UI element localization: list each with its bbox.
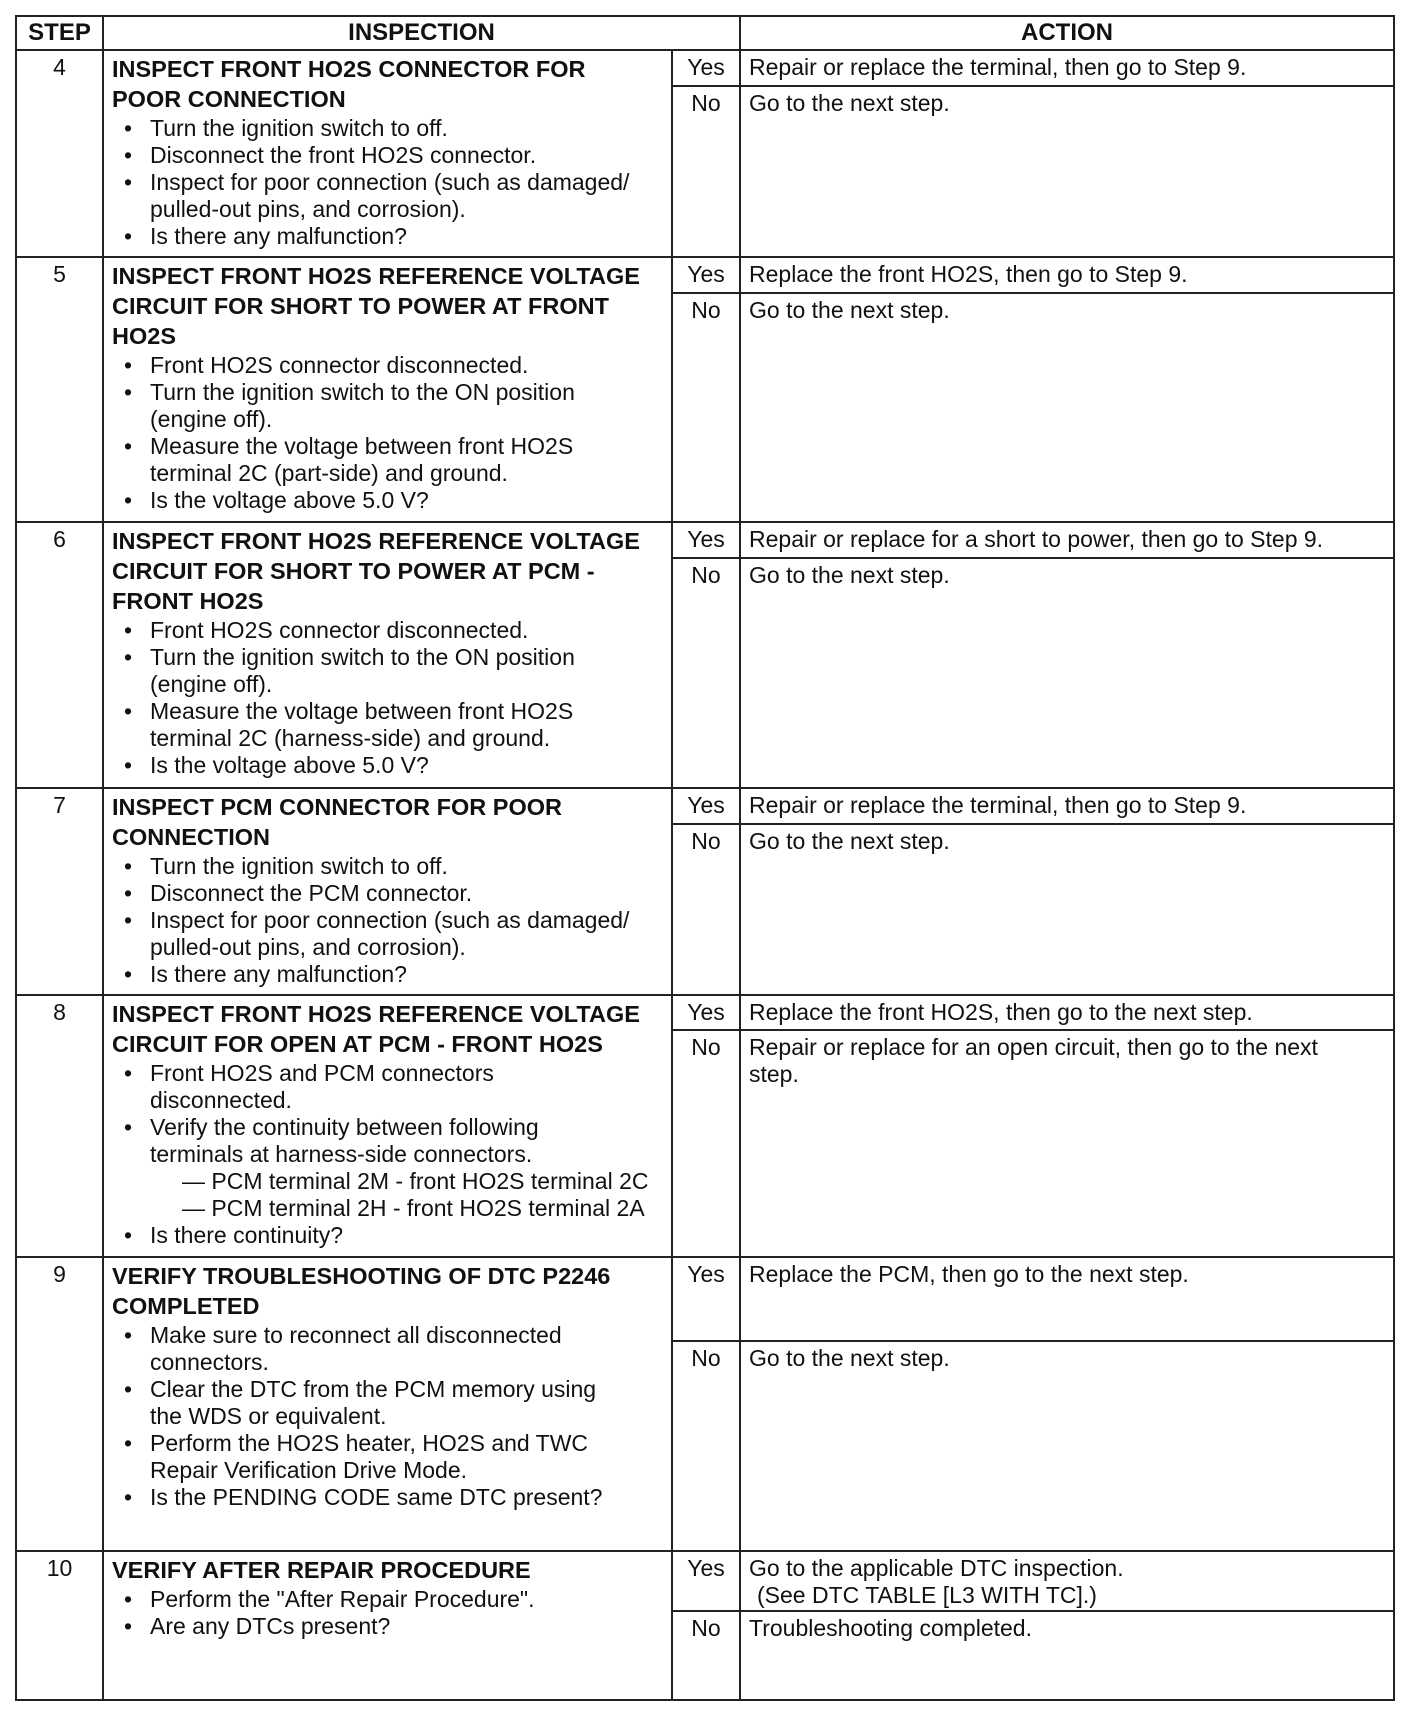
bullet-item xyxy=(112,1613,663,1640)
inspection-title xyxy=(112,54,663,114)
step-row xyxy=(16,995,1394,1030)
inspection-cell xyxy=(103,1257,672,1550)
inspection-cell xyxy=(103,788,672,995)
action-line: Go to the next step. xyxy=(749,562,950,589)
bullet-item xyxy=(112,1430,663,1484)
bullet-item xyxy=(112,752,663,779)
bullet-item xyxy=(112,1114,663,1222)
bullet-item xyxy=(112,907,663,961)
bullet-item xyxy=(112,1586,663,1613)
inspection-bullets xyxy=(112,853,663,988)
bullet-line: Repair Verification Drive Mode. xyxy=(150,1457,468,1484)
yes-label: Yes xyxy=(672,257,740,293)
yes-label: Yes xyxy=(672,788,740,824)
inspection-cell xyxy=(103,257,672,523)
action-line: Go to the next step. xyxy=(749,89,950,116)
inspection-bullets xyxy=(112,617,663,779)
bullet-line: • Measure the voltage between front HO2S xyxy=(150,432,574,459)
bullet-line: • Turn the ignition switch to off. xyxy=(150,115,448,141)
bullet-line: terminal 2C (part-side) and ground. xyxy=(150,459,508,486)
no-action xyxy=(740,1611,1394,1700)
no-action xyxy=(740,1030,1394,1257)
no-label: No xyxy=(672,824,740,995)
bullet-item xyxy=(112,617,663,644)
bullet-item xyxy=(112,1060,663,1114)
bullet-line: • Is the PENDING CODE same DTC present? xyxy=(150,1484,603,1511)
bullet-line: • Turn the ignition switch to the ON position xyxy=(150,378,575,405)
bullet-line: • Perform the HO2S heater, HO2S and TWC xyxy=(150,1430,589,1457)
bullet-item xyxy=(112,644,663,698)
title-line: INSPECT FRONT HO2S REFERENCE VOLTAGE xyxy=(112,528,640,555)
yes-action xyxy=(740,995,1394,1030)
no-action xyxy=(740,86,1394,257)
bullet-line: • Inspect for poor connection (such as damaged/ xyxy=(150,169,630,195)
step-number: 6 xyxy=(16,522,103,788)
inspection-cell xyxy=(103,1551,672,1700)
header-action: ACTION xyxy=(740,16,1394,50)
bullet-item xyxy=(112,853,663,880)
step-row xyxy=(16,1551,1394,1612)
bullet-item xyxy=(112,433,663,487)
action-line: Go to the next step. xyxy=(749,296,950,323)
action-line: Replace the front HO2S, then go to the next step. xyxy=(749,998,1253,1025)
table-header-row xyxy=(16,16,1394,50)
action-line: (See DTC TABLE [L3 WITH TC].) xyxy=(757,1581,1097,1608)
terminal-pair: — PCM terminal 2H - front HO2S terminal 2A xyxy=(182,1194,645,1221)
inspection-title xyxy=(112,792,663,852)
title-line: CIRCUIT FOR SHORT TO POWER AT PCM - xyxy=(112,558,595,585)
bullet-item xyxy=(112,142,663,169)
title-line: INSPECT PCM CONNECTOR FOR POOR xyxy=(112,793,563,820)
yes-action xyxy=(740,1257,1394,1340)
troubleshooting-table xyxy=(15,15,1395,1701)
title-line: COMPLETED xyxy=(112,1293,260,1320)
action-line: Go to the applicable DTC inspection. xyxy=(749,1554,1124,1581)
yes-action xyxy=(740,50,1394,86)
no-label: No xyxy=(672,1611,740,1700)
action-line: Repair or replace for a short to power, then go to Step 9. xyxy=(749,526,1324,553)
bullet-line: the WDS or equivalent. xyxy=(150,1403,387,1430)
bullet-item xyxy=(112,1322,663,1376)
bullet-item xyxy=(112,1376,663,1430)
title-line: CIRCUIT FOR SHORT TO POWER AT FRONT xyxy=(112,292,609,319)
inspection-bullets xyxy=(112,1322,663,1511)
yes-label: Yes xyxy=(672,1257,740,1340)
step-number: 9 xyxy=(16,1257,103,1550)
inspection-cell xyxy=(103,995,672,1257)
bullet-line: pulled-out pins, and corrosion). xyxy=(150,933,466,960)
yes-action xyxy=(740,1551,1394,1612)
step-number: 7 xyxy=(16,788,103,995)
bullet-item xyxy=(112,352,663,379)
bullet-line: • Is there any malfunction? xyxy=(150,223,407,249)
step-row xyxy=(16,788,1394,824)
inspection-title xyxy=(112,261,663,351)
yes-label: Yes xyxy=(672,1551,740,1612)
title-line: INSPECT FRONT HO2S REFERENCE VOLTAGE xyxy=(112,262,640,289)
no-action xyxy=(740,558,1394,788)
inspection-bullets xyxy=(112,115,663,250)
bullet-line: • Clear the DTC from the PCM memory using xyxy=(150,1376,597,1403)
bullet-line: • Inspect for poor connection (such as damaged/ xyxy=(150,906,630,933)
bullet-line: • Disconnect the PCM connector. xyxy=(150,879,473,906)
action-line: Repair or replace the terminal, then go to Step 9. xyxy=(749,54,1247,80)
step-number: 10 xyxy=(16,1551,103,1700)
bullet-item xyxy=(112,115,663,142)
inspection-cell xyxy=(103,50,672,257)
bullet-item xyxy=(112,487,663,514)
bullet-item xyxy=(112,1484,663,1511)
action-line: Troubleshooting completed. xyxy=(749,1615,1032,1642)
bullet-line: (engine off). xyxy=(150,405,273,432)
bullet-line: • Verify the continuity between following xyxy=(150,1113,539,1140)
bullet-item xyxy=(112,379,663,433)
bullet-line: • Are any DTCs present? xyxy=(150,1612,391,1639)
bullet-line: • Turn the ignition switch to off. xyxy=(150,852,448,879)
bullet-line: • Is the voltage above 5.0 V? xyxy=(150,752,429,779)
yes-action xyxy=(740,257,1394,293)
title-line: VERIFY AFTER REPAIR PROCEDURE xyxy=(112,1556,531,1583)
inspection-title xyxy=(112,1261,663,1321)
yes-action xyxy=(740,522,1394,558)
bullet-line: • Perform the "After Repair Procedure". xyxy=(150,1585,535,1612)
bullet-line: • Is there any malfunction? xyxy=(150,960,407,987)
bullet-line: • Is the voltage above 5.0 V? xyxy=(150,486,429,513)
bullet-line: • Front HO2S connector disconnected. xyxy=(150,351,529,378)
bullet-line: • Make sure to reconnect all disconnected xyxy=(150,1322,562,1349)
action-line: Go to the next step. xyxy=(749,1344,950,1371)
title-line: POOR CONNECTION xyxy=(112,86,346,112)
inspection-title xyxy=(112,1555,663,1585)
step-row xyxy=(16,50,1394,86)
step-row xyxy=(16,257,1394,293)
bullet-line: • Measure the voltage between front HO2S xyxy=(150,698,574,725)
yes-action xyxy=(740,788,1394,824)
inspection-bullets xyxy=(112,1586,663,1640)
inspection-bullets xyxy=(112,352,663,514)
action-line: Replace the PCM, then go to the next step. xyxy=(749,1261,1189,1288)
no-action xyxy=(740,293,1394,523)
title-line: HO2S xyxy=(112,322,176,349)
bullet-line: connectors. xyxy=(150,1349,269,1376)
no-action xyxy=(740,1341,1394,1551)
yes-label: Yes xyxy=(672,50,740,86)
bullet-line: pulled-out pins, and corrosion). xyxy=(150,196,466,222)
action-line: step. xyxy=(749,1061,799,1088)
bullet-item xyxy=(112,698,663,752)
step-row xyxy=(16,1257,1394,1340)
bullet-line: • Is there continuity? xyxy=(150,1221,344,1248)
bullet-line: (engine off). xyxy=(150,671,273,698)
action-line: Repair or replace the terminal, then go to Step 9. xyxy=(749,791,1247,818)
bullet-item xyxy=(112,1222,663,1249)
action-line: Repair or replace for an open circuit, then go to the next xyxy=(749,1034,1318,1061)
action-line: Go to the next step. xyxy=(749,827,950,854)
no-label: No xyxy=(672,1030,740,1257)
no-label: No xyxy=(672,86,740,257)
no-label: No xyxy=(672,558,740,788)
bullet-line: • Front HO2S connector disconnected. xyxy=(150,617,529,644)
inspection-bullets xyxy=(112,1060,663,1249)
no-label: No xyxy=(672,293,740,523)
bullet-line: • Front HO2S and PCM connectors xyxy=(150,1059,494,1086)
bullet-line: terminal 2C (harness-side) and ground. xyxy=(150,725,551,752)
table-body xyxy=(16,50,1394,1700)
title-line: VERIFY TROUBLESHOOTING OF DTC P2246 xyxy=(112,1263,611,1290)
step-number: 8 xyxy=(16,995,103,1257)
bullet-line: disconnected. xyxy=(150,1086,292,1113)
bullet-line: terminals at harness-side connectors. xyxy=(150,1140,533,1167)
header-inspection: INSPECTION xyxy=(103,16,740,50)
step-row xyxy=(16,522,1394,558)
title-line: CONNECTION xyxy=(112,823,270,850)
title-line: CIRCUIT FOR OPEN AT PCM - FRONT HO2S xyxy=(112,1030,603,1057)
inspection-title xyxy=(112,526,663,616)
yes-label: Yes xyxy=(672,522,740,558)
terminal-pair: — PCM terminal 2M - front HO2S terminal 2C xyxy=(182,1167,649,1194)
yes-label: Yes xyxy=(672,995,740,1030)
title-line: INSPECT FRONT HO2S REFERENCE VOLTAGE xyxy=(112,1000,640,1027)
no-action xyxy=(740,824,1394,995)
bullet-item xyxy=(112,169,663,223)
inspection-title xyxy=(112,999,663,1059)
bullet-line: • Turn the ignition switch to the ON position xyxy=(150,644,575,671)
bullet-item xyxy=(112,223,663,250)
step-number: 5 xyxy=(16,257,103,523)
title-line: INSPECT FRONT HO2S CONNECTOR FOR xyxy=(112,56,586,82)
inspection-cell xyxy=(103,522,672,788)
header-step: STEP xyxy=(16,16,103,50)
bullet-item xyxy=(112,961,663,988)
no-label: No xyxy=(672,1341,740,1551)
action-line: Replace the front HO2S, then go to Step 9. xyxy=(749,260,1188,287)
bullet-line: • Disconnect the front HO2S connector. xyxy=(150,142,537,168)
bullet-item xyxy=(112,880,663,907)
title-line: FRONT HO2S xyxy=(112,588,264,615)
step-number: 4 xyxy=(16,50,103,257)
